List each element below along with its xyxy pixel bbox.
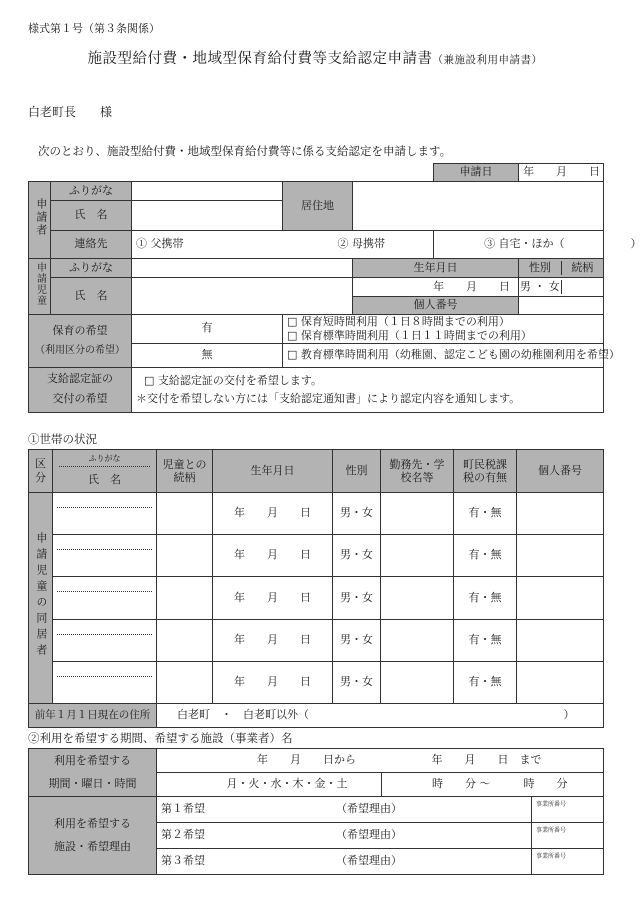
col-tax: 町民税課税の有無 [454, 450, 517, 493]
period-label-sub: 期間・曜日・時間 [48, 776, 137, 790]
period-from[interactable]: 年 月 日から [157, 749, 382, 773]
child-relation-field[interactable] [562, 280, 604, 295]
application-table [28, 163, 642, 413]
col-furigana: ふりがな [59, 454, 150, 468]
col-sex: 性別 [333, 450, 381, 493]
applicant-furigana-label: ふりがな [51, 182, 132, 201]
child-birth-field[interactable]: 年 月 日 [353, 278, 519, 297]
period-label: 利用を希望する [54, 753, 131, 767]
applicant-label: 申請者 [34, 198, 48, 238]
office-number[interactable]: 事業所番号 [532, 849, 604, 875]
table-row [29, 577, 604, 620]
residence-field[interactable] [353, 182, 604, 231]
household-table [28, 449, 604, 728]
row-tax[interactable]: 有・無 [454, 535, 517, 577]
col-relation: 児童との続柄 [157, 450, 213, 493]
date-label: 申請日 [434, 164, 519, 182]
office-number[interactable]: 事業所番号 [532, 823, 604, 849]
prev-address-label: 前年１月１日現在の住所 [29, 704, 157, 728]
office-number[interactable]: 事業所番号 [532, 797, 604, 823]
col-kubun: 区分 [35, 456, 46, 484]
choice-reason[interactable]: （希望理由） [336, 802, 402, 816]
care-label-sub: （利用区分の希望） [35, 345, 125, 357]
child-furigana-label: ふりがな [51, 259, 132, 278]
residence-label: 居住地 [283, 182, 353, 231]
care-option-short[interactable]: □ 保育短時間利用（１日８時間までの利用） [287, 315, 510, 328]
row-tax[interactable]: 有・無 [454, 493, 517, 535]
prev-address-close: ） [563, 708, 575, 722]
intro-text: 次のとおり、施設型給付費・地域型保育給付費等に係る支給認定を申請します。 [38, 144, 452, 158]
col-birth: 生年月日 [213, 450, 333, 493]
child-furigana-field[interactable] [132, 259, 353, 278]
birth-label: 生年月日 [353, 259, 519, 278]
col-id: 個人番号 [517, 450, 604, 493]
child-name-label: 氏 名 [51, 278, 132, 315]
child-sex-field[interactable]: 男 ・ 女 [519, 279, 560, 293]
row-sex[interactable]: 男・女 [333, 535, 381, 577]
contact-mother[interactable]: ② 母携帯 [283, 231, 434, 259]
table-row [29, 493, 604, 535]
col-name: 氏 名 [88, 473, 121, 487]
cert-label-sub: 交付の希望 [52, 392, 108, 405]
choice-label: 第１希望 [161, 802, 205, 816]
choice-3 [157, 849, 532, 875]
weekdays[interactable]: 月・火・水・木・金・土 [157, 773, 382, 797]
applicant-name-field[interactable] [132, 201, 283, 231]
cert-label: 支給認定証の [47, 372, 113, 386]
title-suffix: （兼施設利用申請書） [432, 54, 543, 66]
choice-2 [157, 823, 532, 849]
id-label: 個人番号 [353, 297, 519, 315]
row-sex[interactable]: 男・女 [333, 577, 381, 620]
sex-label: 性別 [519, 261, 562, 276]
child-label: 申請児童 [34, 262, 46, 307]
facility-label: 利用を希望する [54, 816, 131, 830]
choice-label: 第３希望 [161, 854, 205, 868]
col-work: 勤務先・学校名等 [381, 450, 454, 493]
contact-label: 連絡先 [51, 231, 132, 259]
row-tax[interactable]: 有・無 [454, 620, 517, 662]
care-option-standard[interactable]: □ 保育標準時間利用（１日１１時間までの利用） [287, 328, 532, 342]
form-number: 様式第１号（第３条関係） [28, 22, 160, 35]
cert-note: ＊交付を希望しない方には「支給認定通知書」により認定内容を通知します。 [136, 391, 521, 405]
facility-table [28, 748, 604, 875]
care-yes: 有 [132, 315, 283, 344]
row-tax[interactable]: 有・無 [454, 662, 517, 704]
prev-address-value: 白老町 ・ 白老町以外（ [177, 708, 309, 722]
row-birth[interactable]: 年 月 日 [213, 577, 333, 620]
facility-section-title: ②利用を希望する期間、希望する施設（事業者）名 [28, 731, 293, 745]
row-birth[interactable]: 年 月 日 [213, 662, 333, 704]
row-birth[interactable]: 年 月 日 [213, 535, 333, 577]
row-birth[interactable]: 年 月 日 [213, 620, 333, 662]
cohabitant-label: 申請児童の同居者 [34, 531, 48, 660]
row-birth[interactable]: 年 月 日 [213, 493, 333, 535]
contact-father[interactable]: ① 父携帯 [132, 231, 283, 259]
child-id-field[interactable] [519, 297, 604, 315]
applicant-name-label: 氏 名 [51, 201, 132, 231]
care-no: 無 [132, 343, 283, 367]
facility-label-sub: 施設・希望理由 [54, 839, 131, 853]
table-row [29, 662, 604, 704]
prev-address-field[interactable] [157, 704, 604, 728]
care-label: 保育の希望 [52, 323, 108, 337]
choice-label: 第２希望 [161, 828, 205, 842]
page-title [0, 47, 630, 68]
care-option-education[interactable]: □ 教育標準時間利用（幼稚園、認定こども園の幼稚園利用を希望） [283, 343, 604, 367]
time-range[interactable]: 時 分 ～ 時 分 [382, 773, 604, 797]
period-to[interactable]: 年 月 日 まで [382, 749, 604, 773]
row-tax[interactable]: 有・無 [454, 577, 517, 620]
choice-reason[interactable]: （希望理由） [336, 828, 402, 842]
contact-home[interactable]: ③ 自宅・ほか（ ） [434, 231, 604, 259]
cert-option[interactable]: □ 支給認定証の交付を希望します。 [144, 373, 323, 387]
applicant-furigana-field[interactable] [132, 182, 283, 201]
title-main: 施設型給付費・地域型保育給付費等支給認定申請書 [87, 51, 433, 67]
row-sex[interactable]: 男・女 [333, 662, 381, 704]
relation-label: 続柄 [571, 260, 594, 274]
choice-reason[interactable]: （希望理由） [336, 854, 402, 868]
table-row [29, 620, 604, 662]
row-sex[interactable]: 男・女 [333, 493, 381, 535]
household-section-title: ①世帯の状況 [28, 432, 97, 446]
choice-1 [157, 797, 532, 823]
child-name-field[interactable] [132, 278, 353, 315]
date-field[interactable]: 年 月 日 [519, 164, 604, 182]
table-row [29, 535, 604, 577]
row-sex[interactable]: 男・女 [333, 620, 381, 662]
addressee: 白老町長 様 [28, 105, 113, 119]
